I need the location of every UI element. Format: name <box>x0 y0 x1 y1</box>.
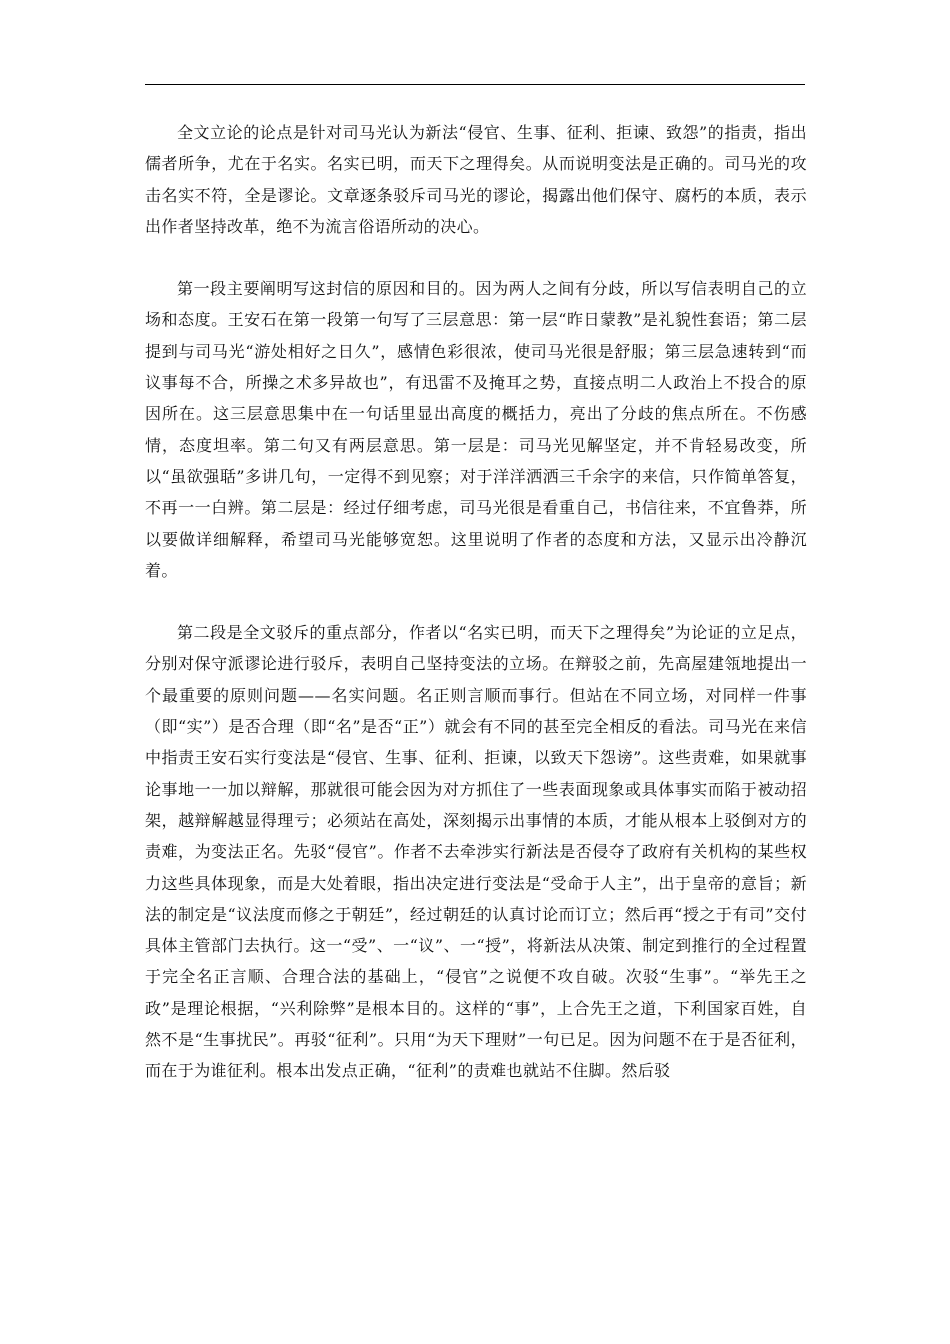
document-body <box>145 117 807 1087</box>
paragraph-first-section: 第一段主要阐明写这封信的原因和目的。因为两人之间有分歧，所以写信表明自己的立场和态度。王安石在第一段第一句写了三层意思：第一层“昨日蒙教”是礼貌性套语；第二层提到与司马光“游处相好之日久”，感情色彩很浓，使司马光很是舒服；第三层急速转到“而议事每不合，所操之术多异故也”，有迅雷不及掩耳之势，直接点明二人政治上不投合的原因所在。这三层意思集中在一句话里显出高度的概括力，亮出了分歧的焦点所在。不伤感情，态度坦率。第二句又有两层意思。第一层是：司马光见解坚定，并不肯轻易改变，所以“虽欲强聒”多讲几句，一定得不到见察；对于洋洋洒洒三千余字的来信，只作简单答复，不再一一白辨。第二层是：经过仔细考虑，司马光很是看重自己，书信往来，不宜鲁莽，所以要做详细解释，希望司马光能够宽恕。这里说明了作者的态度和方法，又显示出冷静沉着。 <box>145 279 807 580</box>
paragraph-second-section: 第二段是全文驳斥的重点部分，作者以“名实已明，而天下之理得矣”为论证的立足点，分别对保守派谬论进行驳斥，表明自己坚持变法的立场。在辩驳之前，先高屋建瓴地提出一个最重要的原则问题——名实问题。名正则言顺而事行。但站在不同立场，对同样一件事（即“实”）是否合理（即“名”是否“正”）就会有不同的甚至完全相反的看法。司马光在来信中指责王安石实行变法是“侵官、生事、征利、拒谏，以致天下怨谤”。这些责难，如果就事论事地一一加以辩解，那就很可能会因为对方抓住了一些表面现象或具体事实而陷于被动招架，越辩解越显得理亏；必须站在高处，深刻揭示出事情的本质，才能从根本上驳倒对方的责难，为变法正名。先驳“侵官”。作者不去牵涉实行新法是否侵夺了政府有关机构的某些权力这些具体现象，而是大处着眼，指出决定进行变法是“受命于人主”，出于皇帝的意旨；新法的制定是“议法度而修之于朝廷”，经过朝廷的认真讨论而订立；然后再“授之于有司”交付具体主管部门去执行。这一“受”、一“议”、一“授”，将新法从决策、制定到推行的全过程置于完全名正言顺、合理合法的基础上，“侵官”之说便不攻自破。次驳“生事”。“举先王之政”是理论根据，“兴利除弊”是根本目的。这样的“事”，上合先王之道，下利国家百姓，自然不是“生事扰民”。再驳“征利”。只用“为天下理财”一句已足。因为问题不在于是否征利，而在于为谁征利。根本出发点正确，“征利”的责难也就站不住脚。然后驳 <box>145 623 807 1081</box>
header-rule <box>145 84 805 85</box>
paragraph-thesis: 全文立论的论点是针对司马光认为新法“侵官、生事、征利、拒谏、致怨”的指责，指出儒者所争，尤在于名实。名实已明，而天下之理得矣。从而说明变法是正确的。司马光的攻击名实不符，全是谬论。文章逐条驳斥司马光的谬论，揭露出他们保守、腐朽的本质，表示出作者坚持改革，绝不为流言俗语所动的决心。 <box>145 123 807 236</box>
